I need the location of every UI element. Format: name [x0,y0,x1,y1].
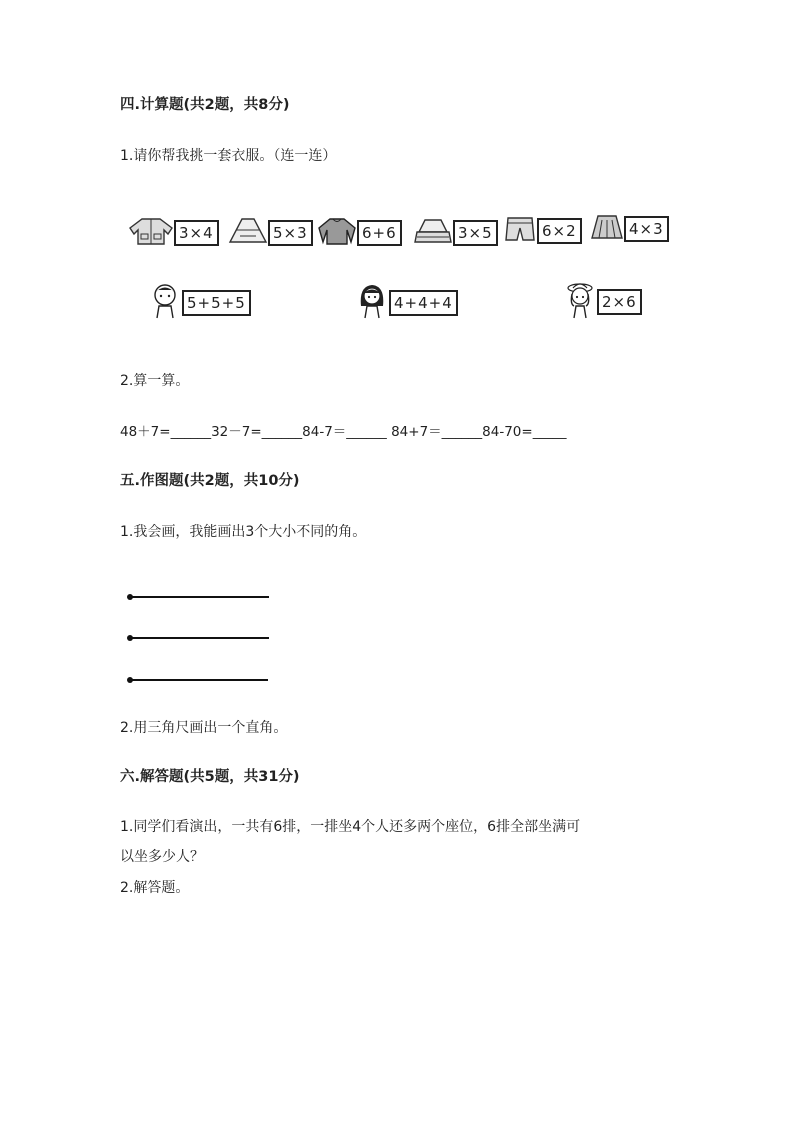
expression-box: 6+6 [357,220,402,246]
equations-line: 48＋7=______32－7=______84-7＝______ 84+7＝______84-70=_____ [120,424,567,440]
clothes-item [317,216,402,250]
clothes-item [413,216,498,250]
frilled-skirt-icon [413,216,453,250]
kid-item [150,282,251,324]
section-4-title: 四.计算题(共2题，共8分) [120,97,290,113]
question-6-1-line-2: 以坐多少人？ [120,849,204,865]
boy-icon [150,282,180,324]
shorts-icon [503,214,537,248]
question-6-1-line-1: 1.同学们看演出，一共有6排，一排坐4个人还多两个座位，6排全部坐满可 [120,819,581,835]
expression-box: 4×3 [624,216,669,242]
clothes-item [503,214,582,248]
jacket-icon [128,216,174,250]
clothes-item [590,212,669,246]
kid-item [565,280,642,324]
question-5-1: 1.我会画，我能画出3个大小不同的角。 [120,524,367,540]
expression-box: 4+4+4 [389,290,458,316]
pleated-skirt-icon [590,212,624,246]
section-6-title: 六.解答题(共5题，共31分) [120,769,300,785]
expression-box: 2×6 [597,289,642,315]
ray-line [130,596,269,598]
sweater-icon [317,216,357,250]
question-4-1: 1.请你帮我挑一套衣服。（连一连） [120,148,337,164]
expression-box: 3×5 [453,220,498,246]
clothes-item [228,216,313,250]
girl-hat-icon [565,280,595,324]
section-5-title: 五.作图题(共2题，共10分) [120,473,300,489]
expression-box: 5+5+5 [182,290,251,316]
cape-icon [228,216,268,250]
question-4-2: 2.算一算。 [120,373,190,389]
expression-box: 6×2 [537,218,582,244]
girl-long-hair-icon [357,282,387,324]
question-6-2: 2.解答题。 [120,880,190,896]
expression-box: 5×3 [268,220,313,246]
question-5-2: 2.用三角尺画出一个直角。 [120,720,288,736]
ray-line [130,637,269,639]
ray-line [130,679,268,681]
kid-item [357,282,458,324]
clothes-item [128,216,219,250]
expression-box: 3×4 [174,220,219,246]
